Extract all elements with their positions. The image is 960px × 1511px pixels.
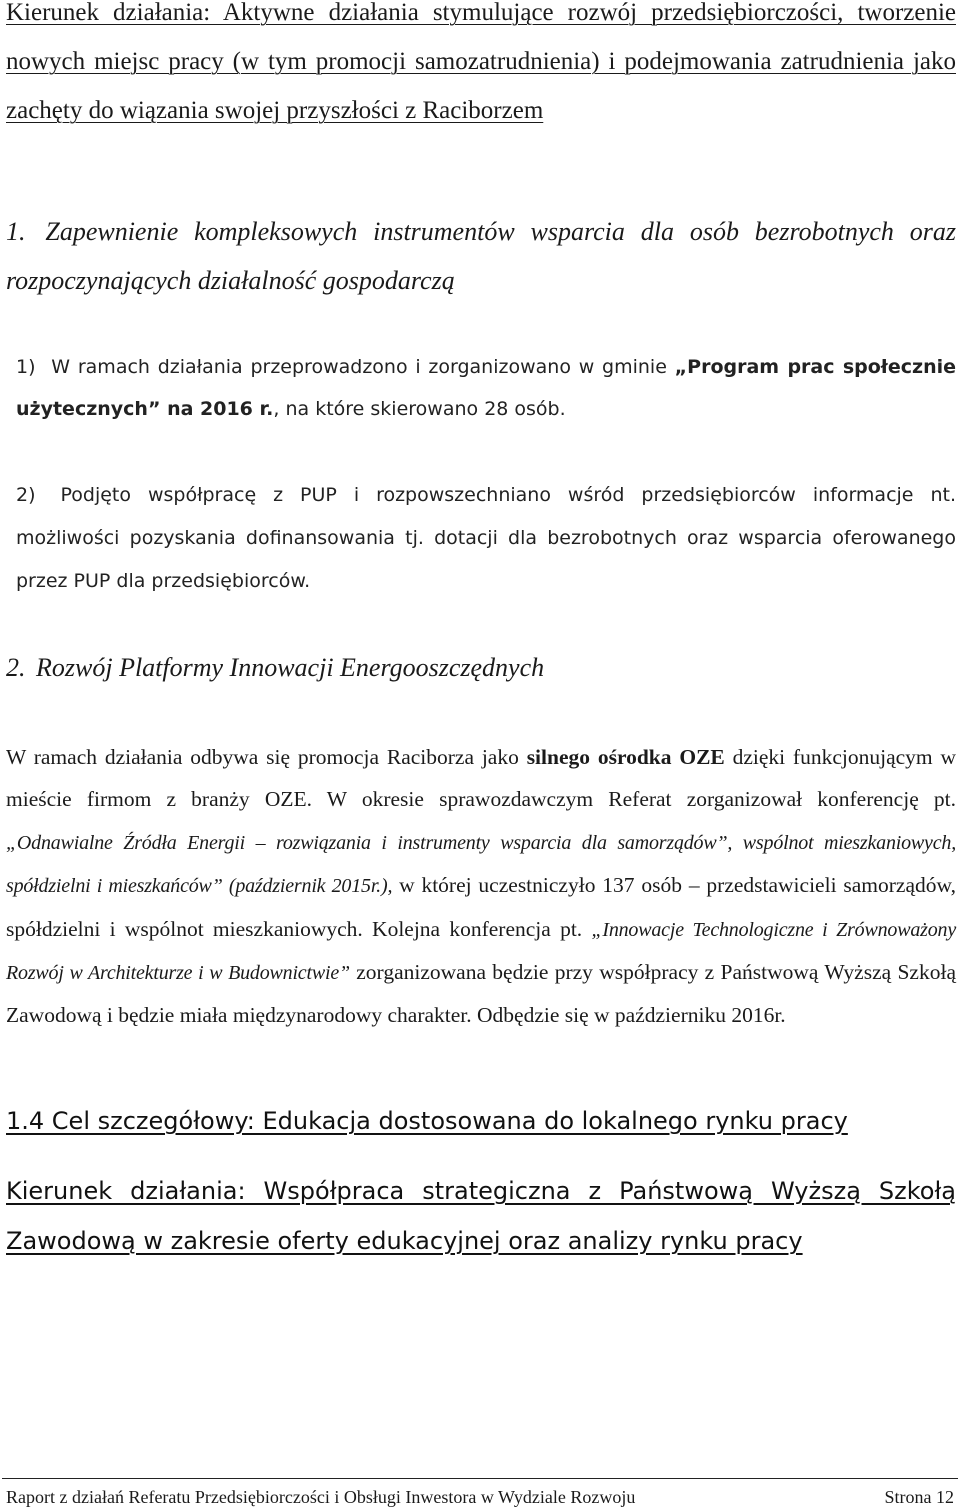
- item2-text: Podjęto współpracę z PUP i rozpowszechniano wśród przedsiębiorców informacje nt. możliwości pozyskania dofinansowania tj. dotacji dla bezrobotnych oraz wsparcia oferowanego przez PUP dla przedsiębiorców.: [16, 484, 956, 592]
- section2-text-c: w której uczestniczyło 137 osób – przedstawicieli samorządów, spółdzielni i wspólnot mieszkaniowych. Kolejna konferencja pt.: [6, 873, 957, 941]
- section1-title: [6, 207, 956, 305]
- footer-report-title: Raport z działań Referatu Przedsiębiorczości i Obsługi Inwestora w Wydziale Rozwoju: [6, 1487, 636, 1507]
- section2-bold: silnego ośrodka OZE: [526, 745, 725, 769]
- footer-divider: [2, 1478, 958, 1479]
- direction2-title-text: Kierunek działania: Współpraca strategiczna z Państwową Wyższą Szkołą Zawodową w zakresie oferty edukacyjnej oraz analizy rynku pracy: [6, 1177, 956, 1255]
- item1-text-a: W ramach działania przeprowadzono i zorganizowano w gminie: [51, 356, 675, 378]
- section2-number: 2.: [6, 653, 26, 682]
- goal-title: [6, 1096, 956, 1146]
- footer-page-number: Strona 12: [884, 1487, 954, 1507]
- section1-item1: [16, 346, 956, 430]
- item2-number: 2): [16, 484, 36, 506]
- direction-heading-text: Kierunek działania: Aktywne działania stymulujące rozwój przedsiębiorczości, tworzenie nowych miejsc pracy (w tym promocji samozatrudnienia) i podejmowania zatrudnienia jako zachęty do wiązania swojej przyszłości z Raciborzem: [6, 0, 956, 124]
- item1-bold: „Program prac społecznie użytecznych” na 2016 r.: [16, 356, 956, 420]
- section2-paragraph: [6, 736, 956, 1037]
- direction-heading: [6, 0, 956, 135]
- page-footer: [6, 1486, 954, 1508]
- item1-text-b: , na które skierowano 28 osób.: [273, 398, 566, 420]
- section2-text-d: zorganizowana będzie przy współpracy z Państwową Wyższą Szkołą Zawodową i będzie miała międzynarodowy charakter. Odbędzie się w październiku 2016r.: [6, 960, 956, 1028]
- item1-number: 1): [16, 356, 36, 378]
- section2-text-b: dzięki funkcjonującym w mieście firmom z branży OZE. W okresie sprawozdawczym Referat zorganizował konferencję pt.: [6, 745, 956, 812]
- direction2-title: [6, 1166, 956, 1266]
- section2-text-a: W ramach działania odbywa się promocja Raciborza jako: [6, 745, 527, 769]
- section2-title-text: Rozwój Platformy Innowacji Energooszczędnych: [36, 653, 545, 682]
- conference-title-2: „Innowacje Technologiczne i Zrównoważony Rozwój w Architekturze i w Budownictwie”: [6, 918, 957, 985]
- section1-item2: [16, 474, 956, 603]
- section1-title-text: Zapewnienie kompleksowych instrumentów wsparcia dla osób bezrobotnych oraz rozpoczynających działalność gospodarczą: [6, 217, 956, 295]
- goal-title-text: 1.4 Cel szczegółowy: Edukacja dostosowana do lokalnego rynku pracy: [6, 1107, 848, 1135]
- conference-title-1: „Odnawialne Źródła Energii – rozwiązania i instrumenty wsparcia dla samorządów”, wspólnot mieszkaniowych, spółdzielni i mieszkańców” (październik 2015r.),: [6, 831, 956, 898]
- section2-title: [6, 643, 956, 692]
- section1-number: 1.: [6, 217, 26, 246]
